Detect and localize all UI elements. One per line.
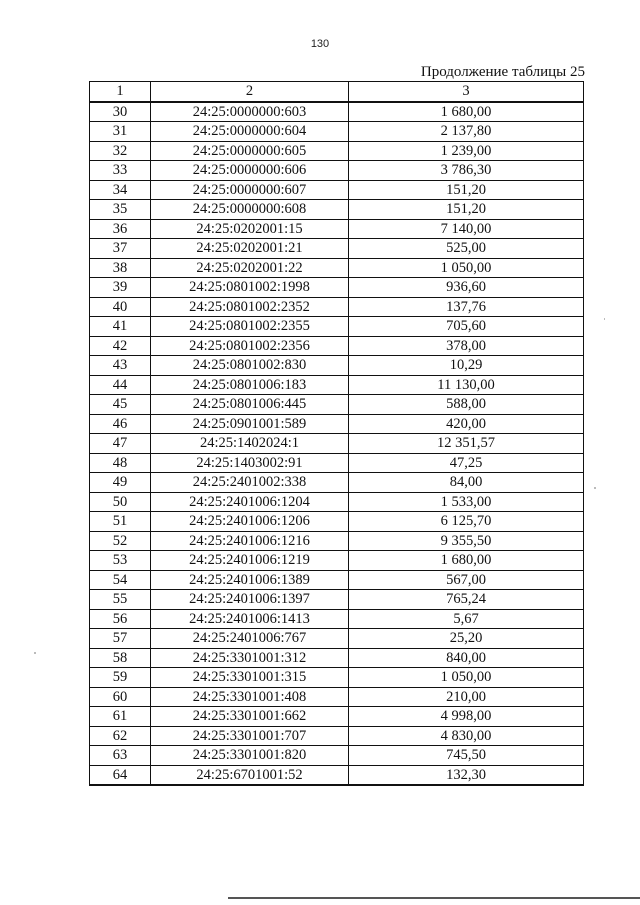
row-number-cell: 48 [90,453,151,473]
table-row [90,512,584,532]
table-row [90,746,584,766]
row-number-cell: 39 [90,278,151,298]
table-row [90,726,584,746]
row-number-cell: 60 [90,687,151,707]
value-cell: 765,24 [349,590,584,610]
value-cell: 7 140,00 [349,219,584,239]
row-number-cell: 54 [90,570,151,590]
table-row [90,122,584,142]
value-cell: 4 998,00 [349,707,584,727]
row-number-cell: 30 [90,102,151,122]
cadastral-number-cell: 24:25:0202001:21 [151,239,349,259]
table-row [90,531,584,551]
cadastral-number-cell: 24:25:2401006:1216 [151,531,349,551]
table-row [90,336,584,356]
cadastral-number-cell: 24:25:3301001:408 [151,687,349,707]
value-cell: 9 355,50 [349,531,584,551]
cadastral-number-cell: 24:25:2401006:1219 [151,551,349,571]
table-row [90,687,584,707]
row-number-cell: 43 [90,356,151,376]
data-table [89,81,584,786]
cadastral-number-cell: 24:25:3301001:662 [151,707,349,727]
cadastral-number-cell: 24:25:0801002:2356 [151,336,349,356]
table-row [90,356,584,376]
row-number-cell: 52 [90,531,151,551]
row-number-cell: 63 [90,746,151,766]
value-cell: 132,30 [349,765,584,785]
value-cell: 47,25 [349,453,584,473]
column-header-cadastral-number: 2 [151,82,349,102]
page-number: 130 [310,38,330,50]
cadastral-number-cell: 24:25:2401006:1204 [151,492,349,512]
cadastral-number-cell: 24:25:0801006:183 [151,375,349,395]
table-row [90,570,584,590]
value-cell: 840,00 [349,648,584,668]
cadastral-number-cell: 24:25:0901001:589 [151,414,349,434]
row-number-cell: 64 [90,765,151,785]
value-cell: 378,00 [349,336,584,356]
row-number-cell: 59 [90,668,151,688]
value-cell: 420,00 [349,414,584,434]
table-row [90,375,584,395]
scan-speck [604,318,605,320]
cadastral-number-cell: 24:25:3301001:315 [151,668,349,688]
value-cell: 588,00 [349,395,584,415]
value-cell: 1 050,00 [349,258,584,278]
row-number-cell: 42 [90,336,151,356]
row-number-cell: 53 [90,551,151,571]
table-row [90,395,584,415]
cadastral-number-cell: 24:25:3301001:820 [151,746,349,766]
table-row [90,317,584,337]
cadastral-number-cell: 24:25:2401006:1206 [151,512,349,532]
cadastral-number-cell: 24:25:1403002:91 [151,453,349,473]
table-continuation-label: Продолжение таблицы 25 [420,64,585,80]
table-body [90,102,584,786]
value-cell: 84,00 [349,473,584,493]
column-header-value: 3 [349,82,584,102]
cadastral-number-cell: 24:25:0000000:605 [151,141,349,161]
value-cell: 4 830,00 [349,726,584,746]
table-row [90,297,584,317]
row-number-cell: 36 [90,219,151,239]
row-number-cell: 44 [90,375,151,395]
row-number-cell: 56 [90,609,151,629]
value-cell: 11 130,00 [349,375,584,395]
row-number-cell: 50 [90,492,151,512]
row-number-cell: 33 [90,161,151,181]
table-row [90,258,584,278]
row-number-cell: 46 [90,414,151,434]
row-number-cell: 32 [90,141,151,161]
row-number-cell: 34 [90,180,151,200]
row-number-cell: 57 [90,629,151,649]
table-row [90,590,584,610]
value-cell: 12 351,57 [349,434,584,454]
table-row [90,473,584,493]
scan-speck [34,652,36,654]
value-cell: 151,20 [349,180,584,200]
table-row [90,141,584,161]
row-number-cell: 40 [90,297,151,317]
row-number-cell: 38 [90,258,151,278]
table-row [90,161,584,181]
table-row [90,278,584,298]
value-cell: 10,29 [349,356,584,376]
table-row [90,434,584,454]
table-header-row [90,82,584,102]
table-row [90,551,584,571]
cadastral-number-cell: 24:25:0801002:2352 [151,297,349,317]
value-cell: 936,60 [349,278,584,298]
cadastral-number-cell: 24:25:2401006:1413 [151,609,349,629]
value-cell: 137,76 [349,297,584,317]
value-cell: 525,00 [349,239,584,259]
row-number-cell: 35 [90,200,151,220]
cadastral-number-cell: 24:25:3301001:312 [151,648,349,668]
cadastral-number-cell: 24:25:3301001:707 [151,726,349,746]
cadastral-number-cell: 24:25:1402024:1 [151,434,349,454]
row-number-cell: 55 [90,590,151,610]
value-cell: 25,20 [349,629,584,649]
value-cell: 5,67 [349,609,584,629]
cadastral-number-cell: 24:25:0801002:2355 [151,317,349,337]
cadastral-number-cell: 24:25:2401002:338 [151,473,349,493]
table-row [90,200,584,220]
scan-edge-line [228,897,640,899]
cadastral-number-cell: 24:25:0000000:606 [151,161,349,181]
row-number-cell: 49 [90,473,151,493]
table-row [90,219,584,239]
row-number-cell: 47 [90,434,151,454]
cadastral-number-cell: 24:25:6701001:52 [151,765,349,785]
value-cell: 705,60 [349,317,584,337]
value-cell: 3 786,30 [349,161,584,181]
cadastral-number-cell: 24:25:0202001:22 [151,258,349,278]
value-cell: 6 125,70 [349,512,584,532]
cadastral-number-cell: 24:25:0801006:445 [151,395,349,415]
table-row [90,668,584,688]
value-cell: 1 680,00 [349,102,584,122]
value-cell: 1 050,00 [349,668,584,688]
value-cell: 567,00 [349,570,584,590]
row-number-cell: 31 [90,122,151,142]
value-cell: 1 533,00 [349,492,584,512]
value-cell: 151,20 [349,200,584,220]
cadastral-number-cell: 24:25:0000000:603 [151,102,349,122]
cadastral-number-cell: 24:25:2401006:1389 [151,570,349,590]
value-cell: 2 137,80 [349,122,584,142]
table-row [90,765,584,785]
value-cell: 1 680,00 [349,551,584,571]
column-header-number: 1 [90,82,151,102]
table-row [90,453,584,473]
cadastral-number-cell: 24:25:0202001:15 [151,219,349,239]
row-number-cell: 45 [90,395,151,415]
cadastral-number-cell: 24:25:0000000:608 [151,200,349,220]
table-row [90,492,584,512]
table-row [90,180,584,200]
row-number-cell: 58 [90,648,151,668]
table-row [90,629,584,649]
table-row [90,648,584,668]
cadastral-number-cell: 24:25:0000000:604 [151,122,349,142]
table-row [90,414,584,434]
row-number-cell: 62 [90,726,151,746]
value-cell: 210,00 [349,687,584,707]
scan-speck [594,487,596,489]
cadastral-number-cell: 24:25:0801002:830 [151,356,349,376]
table-row [90,102,584,122]
value-cell: 745,50 [349,746,584,766]
cadastral-number-cell: 24:25:0000000:607 [151,180,349,200]
table-row [90,609,584,629]
cadastral-number-cell: 24:25:2401006:767 [151,629,349,649]
row-number-cell: 61 [90,707,151,727]
table-row [90,239,584,259]
cadastral-number-cell: 24:25:0801002:1998 [151,278,349,298]
value-cell: 1 239,00 [349,141,584,161]
cadastral-number-cell: 24:25:2401006:1397 [151,590,349,610]
row-number-cell: 51 [90,512,151,532]
table-row [90,707,584,727]
row-number-cell: 37 [90,239,151,259]
row-number-cell: 41 [90,317,151,337]
